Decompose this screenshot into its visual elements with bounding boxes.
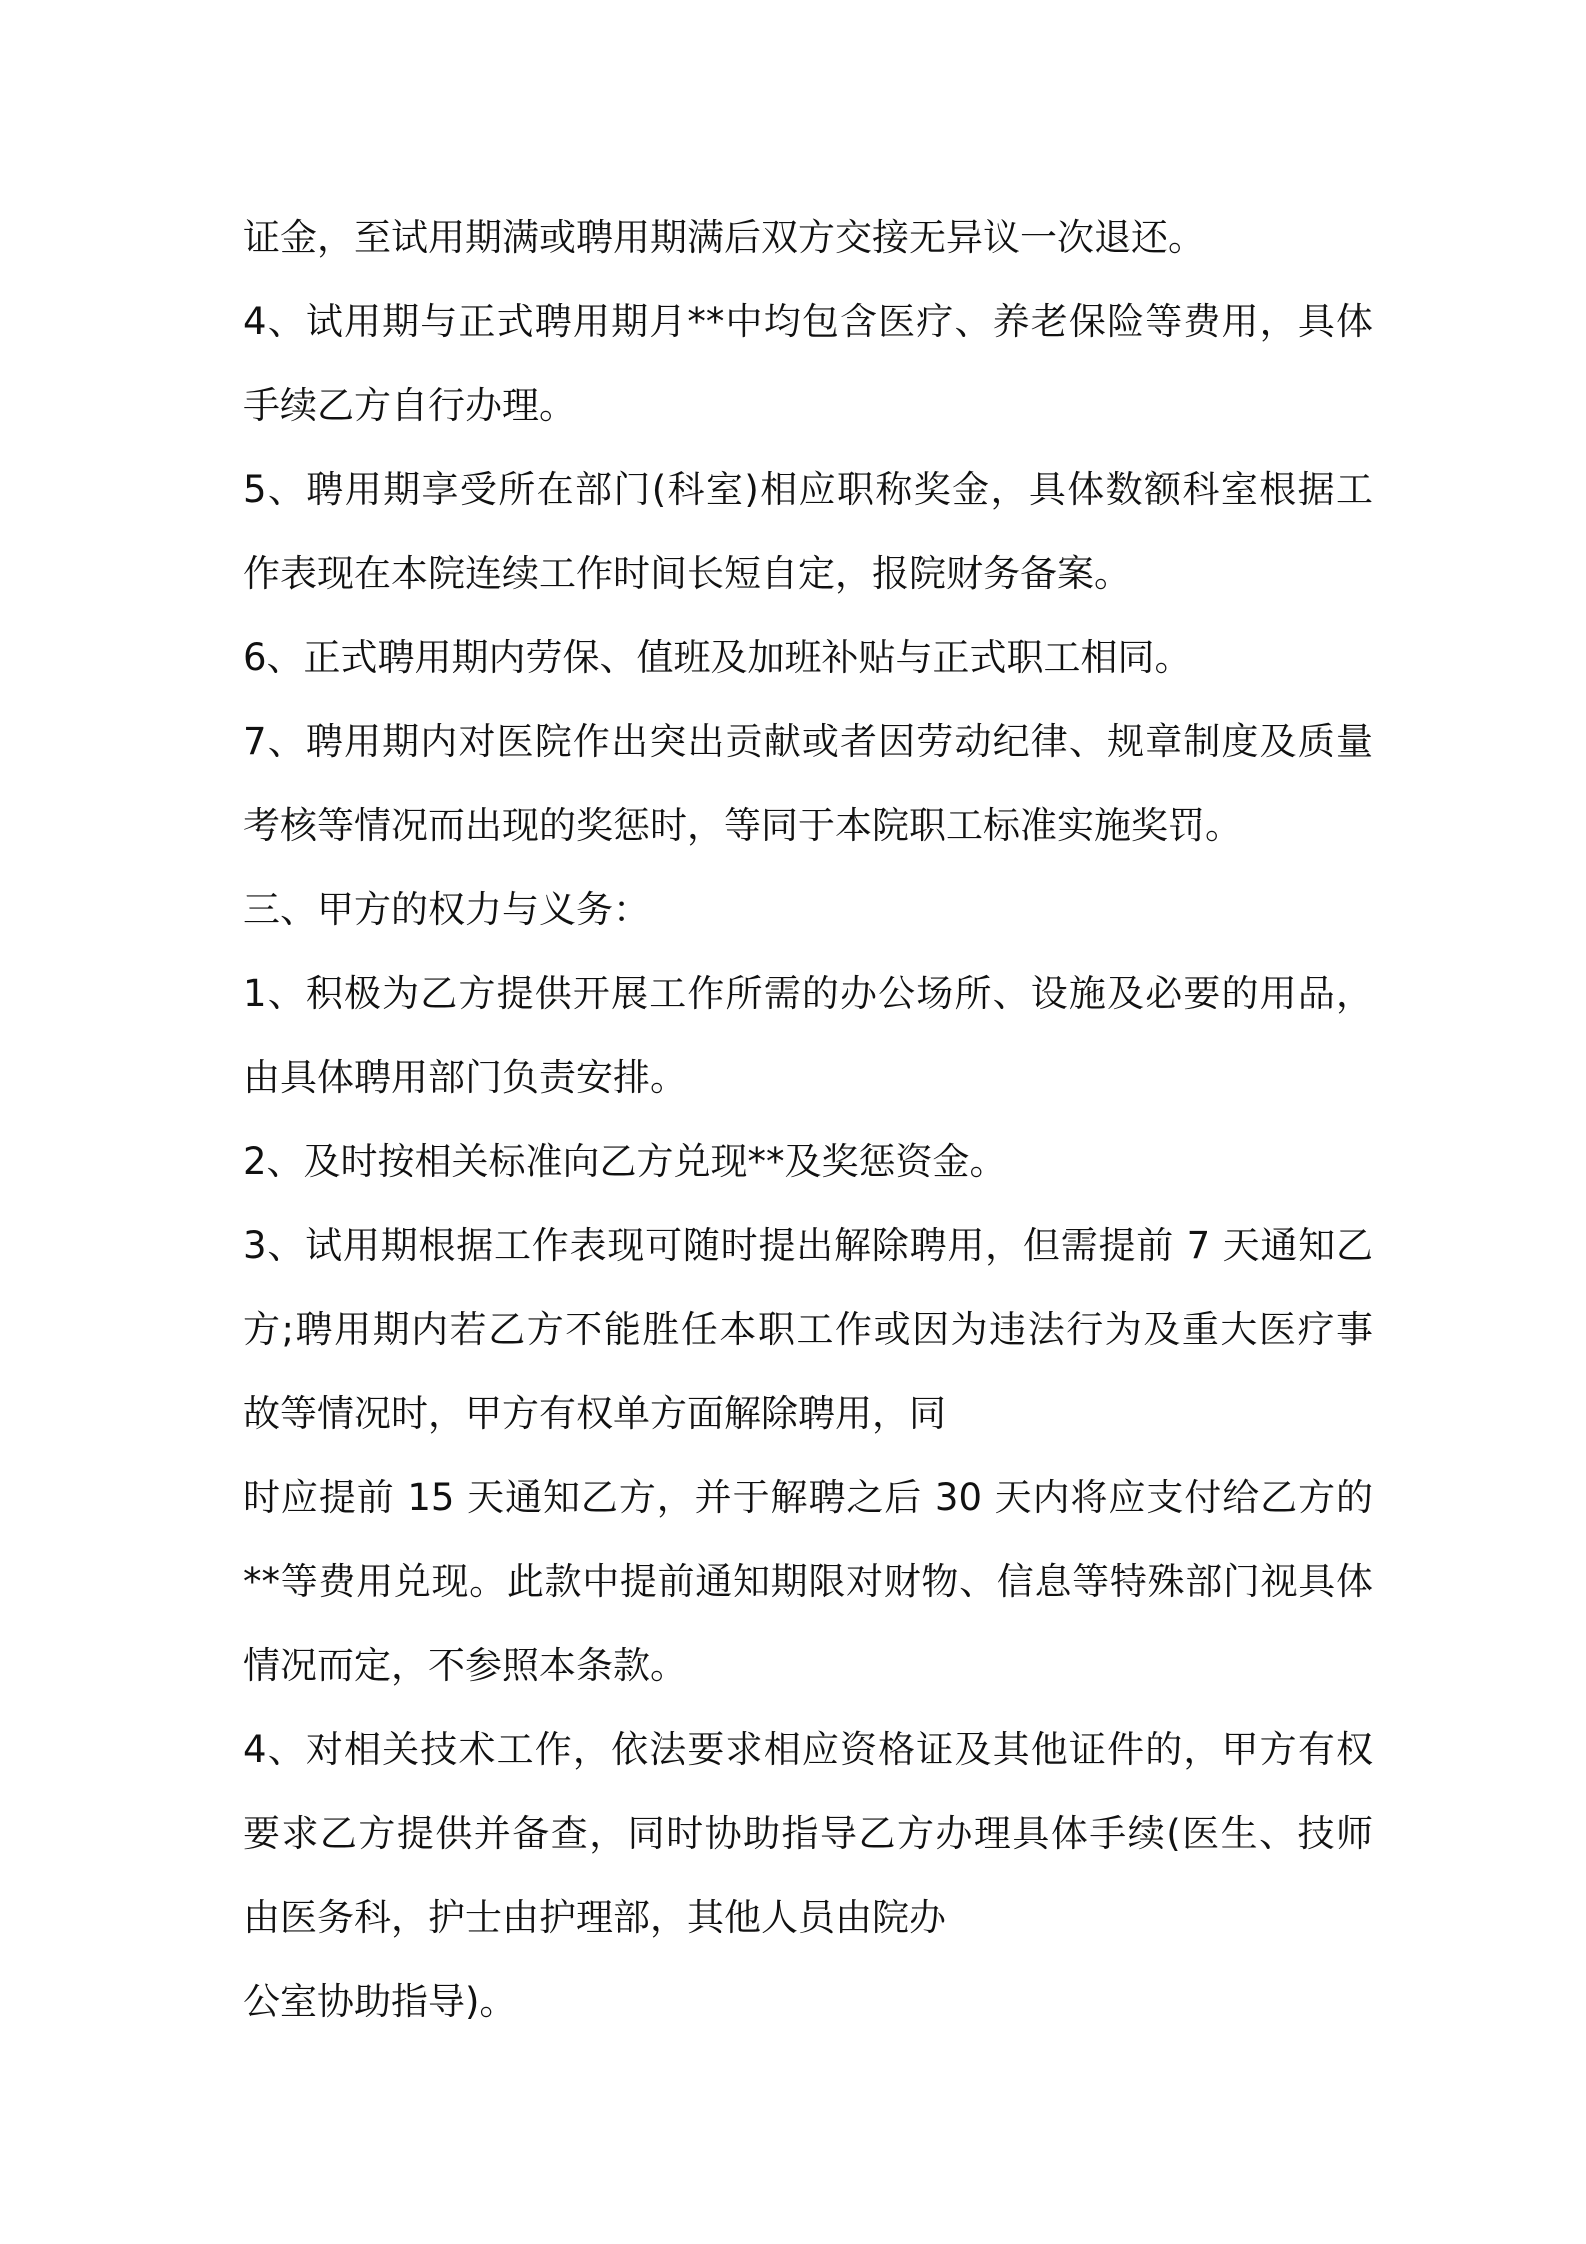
text-line: 3、试用期根据工作表现可随时提出解除聘用，但需提前 7 天通知乙 [243,1224,1373,1267]
text-line: 时应提前 15 天通知乙方，并于解聘之后 30 天内将应支付给乙方的 [243,1476,1373,1519]
text-line: **等费用兑现。此款中提前通知期限对财物、信息等特殊部门视具体 [243,1560,1373,1603]
text-line: 考核等情况而出现的奖惩时，等同于本院职工标准实施奖罚。 [243,804,1242,847]
text-line: 6、正式聘用期内劳保、值班及加班补贴与正式职工相同。 [243,636,1192,679]
text-line: 方;聘用期内若乙方不能胜任本职工作或因为违法行为及重大医疗事 [243,1308,1373,1351]
text-line: 情况而定，不参照本条款。 [243,1644,687,1687]
text-line: 手续乙方自行办理。 [243,384,576,427]
text-line: 作表现在本院连续工作时间长短自定，报院财务备案。 [243,552,1131,595]
text-line: 4、试用期与正式聘用期月**中均包含医疗、养老保险等费用，具体 [243,300,1373,343]
text-line: 证金，至试用期满或聘用期满后双方交接无异议一次退还。 [243,216,1205,259]
text-line: 要求乙方提供并备查，同时协助指导乙方办理具体手续(医生、技师 [243,1812,1373,1855]
text-line: 4、对相关技术工作，依法要求相应资格证及其他证件的，甲方有权 [243,1728,1373,1771]
text-line: 由具体聘用部门负责安排。 [243,1056,687,1099]
text-line: 1、积极为乙方提供开展工作所需的办公场所、设施及必要的用品， [243,972,1373,1015]
text-line: 公室协助指导)。 [243,1980,517,2023]
document-body [243,196,1373,2044]
text-line: 由医务科，护士由护理部，其他人员由院办 [243,1896,946,1939]
text-line: 2、及时按相关标准向乙方兑现**及奖惩资金。 [243,1140,1007,1183]
text-line: 5、聘用期享受所在部门(科室)相应职称奖金，具体数额科室根据工 [243,468,1373,511]
text-line: 7、聘用期内对医院作出突出贡献或者因劳动纪律、规章制度及质量 [243,720,1373,763]
section-heading: 三、甲方的权力与义务： [243,888,650,931]
text-line: 故等情况时，甲方有权单方面解除聘用，同 [243,1392,946,1435]
